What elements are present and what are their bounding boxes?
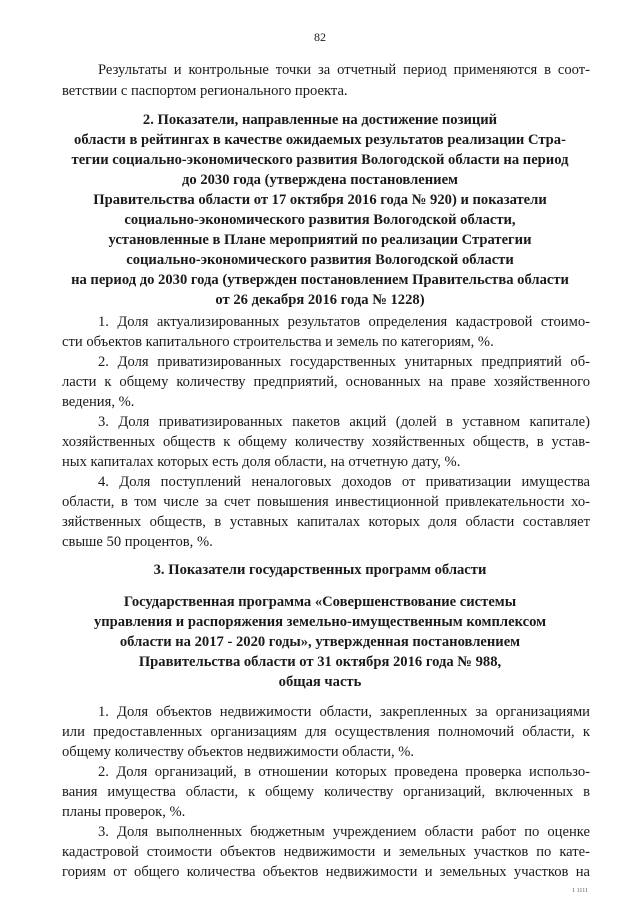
program-item-line: кадастровой стоимости объектов недвижимости и земельных участков по кате- <box>62 844 590 860</box>
section2-heading-line: на период до 2030 года (утвержден постановлением Правительства области <box>71 272 569 288</box>
indicator-item-line: 4. Доля поступлений неналоговых доходов от приватизации имущества <box>98 474 590 490</box>
program-heading-line: Правительства области от 31 октября 2016 года № 988, <box>138 654 502 670</box>
section2-heading-line: Правительства области от 17 октября 2016 года № 920) и показатели <box>93 192 547 208</box>
intro-line: ветствии с паспортом регионального проекта. <box>62 83 348 99</box>
program-item-line: гориям от общего количества объектов недвижимости и земельных участков на <box>62 864 590 880</box>
indicator-item-line: 3. Доля приватизированных пакетов акций (долей в уставном капитале) <box>98 414 590 430</box>
section2-heading-line: социально-экономического развития Вологодской области, <box>124 212 516 228</box>
indicator-item-line: ведения, %. <box>62 394 135 410</box>
section2-heading-line: от 26 декабря 2016 года № 1228) <box>215 292 425 308</box>
section2-heading-line: установленные в Плане мероприятий по реализации Стратегии <box>108 232 532 248</box>
page-number: 82 <box>314 30 326 44</box>
section2-heading-line: 2. Показатели, направленные на достижение позиций <box>142 112 498 128</box>
section3-heading: 3. Показатели государственных программ области <box>153 562 487 578</box>
indicator-item-line: ных капиталах которых есть доля области, на отчетную дату, %. <box>62 454 461 470</box>
indicator-item-line: ласти к общему количеству предприятий, основанных на праве хозяйственного <box>62 374 590 390</box>
program-item-line: 2. Доля организаций, в отношении которых проведена проверка использо- <box>98 764 590 780</box>
program-item-line: вания имущества области, к общему количеству организаций, включенных в <box>62 784 590 800</box>
indicator-item-line: хозяйственных обществ к общему количеству хозяйственных обществ, в устав- <box>62 434 590 450</box>
indicator-item-line: сти объектов капитального строительства и земель по категориям, %. <box>62 334 494 350</box>
program-item-line: 3. Доля выполненных бюджетным учреждением области работ по оценке <box>98 824 590 840</box>
section2-heading-line: области в рейтингах в качестве ожидаемых результатов реализации Стра- <box>74 132 566 148</box>
program-item-line: планы проверок, %. <box>62 804 186 820</box>
section2-heading-line: тегии социально-экономического развития Вологодской области на период <box>71 152 569 168</box>
footer-mark: 1 1111 <box>572 888 588 894</box>
indicator-item-line: свыше 50 процентов, %. <box>62 534 213 550</box>
program-heading-line: общая часть <box>278 674 362 690</box>
indicator-item-line: области, в том числе за счет повышения инвестиционной привлекательности хо- <box>62 494 590 510</box>
program-item-line: или предоставленных организациям для осуществления полномочий области, к <box>62 724 590 740</box>
indicator-item-line: 1. Доля актуализированных результатов определения кадастровой стоимо- <box>98 314 590 330</box>
section2-heading-line: до 2030 года (утверждена постановлением <box>182 172 458 188</box>
indicator-item-line: зяйственных обществ, в уставных капиталах которых доля области составляет <box>62 514 590 530</box>
indicator-item-line: 2. Доля приватизированных государственных унитарных предприятий об- <box>98 354 590 370</box>
program-item-line: общему количеству объектов недвижимости области, %. <box>62 744 415 760</box>
intro-line: Результаты и контрольные точки за отчетный период применяются в соот- <box>98 62 590 78</box>
program-item-line: 1. Доля объектов недвижимости области, закрепленных за организациями <box>98 704 590 720</box>
program-heading-line: управления и распоряжения земельно-имущественным комплексом <box>93 614 547 630</box>
section2-heading-line: социально-экономического развития Вологодской области <box>126 252 514 268</box>
program-heading-line: Государственная программа «Совершенствование системы <box>123 594 517 610</box>
program-heading-line: области на 2017 - 2020 годы», утвержденная постановлением <box>119 634 521 650</box>
